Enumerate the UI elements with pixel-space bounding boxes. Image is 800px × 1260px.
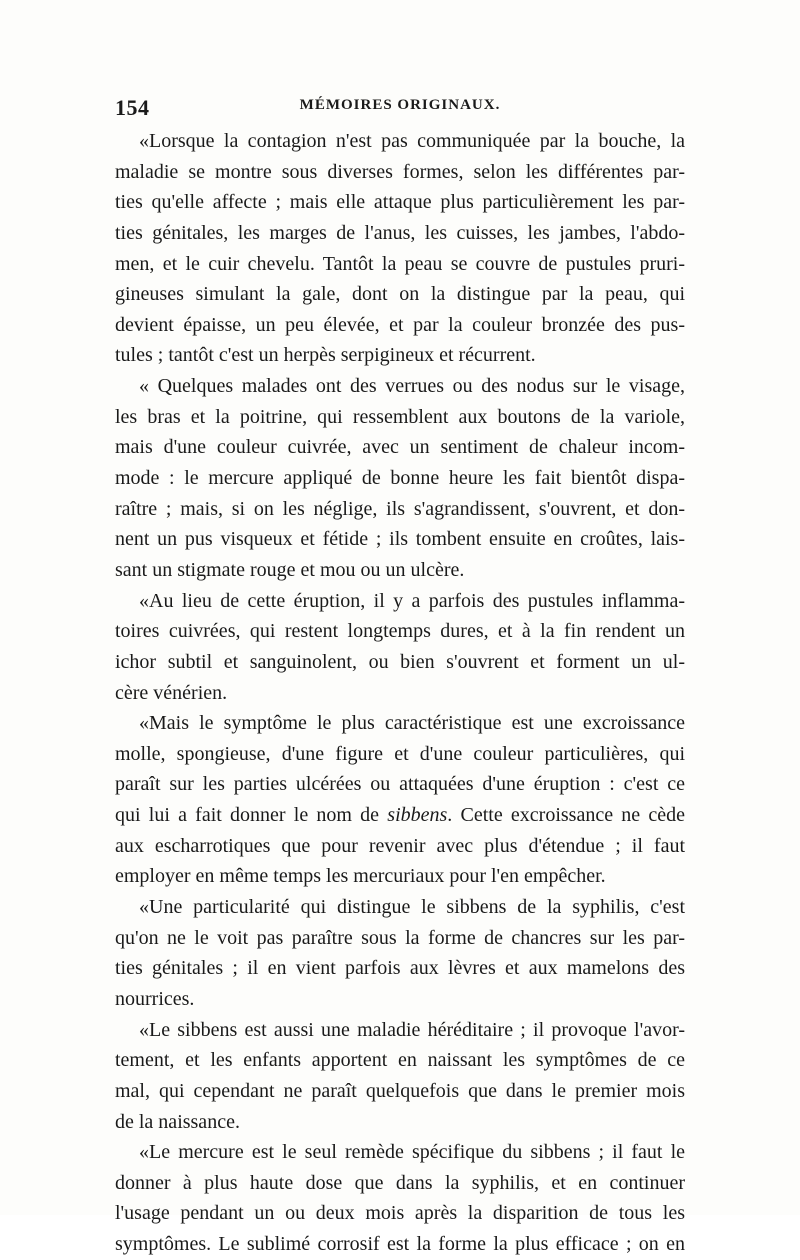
text-line-with-italic xyxy=(115,800,685,831)
text-line: «Lorsque la contagion n'est pas communiquée par la bouche, la xyxy=(139,130,685,152)
text-line: employer en même temps les mercuriaux pour l'en empêcher. xyxy=(115,865,606,888)
text-line: cère vénérien. xyxy=(115,681,228,704)
text-line: nent un pus visqueux et fétide ; ils tombent ensuite en croûtes, lais- xyxy=(115,528,685,551)
text-line: «Mais le symptôme le plus caractéristique est une excroissance xyxy=(139,712,685,735)
text-line: devient épaisse, un peu élevée, et par la couleur bronzée des pus- xyxy=(115,313,685,336)
text-line: donner à plus haute dose que dans la syphilis, et en continuer xyxy=(115,1171,685,1194)
text-line: symptômes. Le sublimé corrosif est la forme la plus efficace ; on en xyxy=(115,1233,685,1256)
text-line: gineuses simulant la gale, dont on la distingue par la peau, qui xyxy=(115,283,685,306)
page-header xyxy=(115,95,685,125)
text-line: les bras et la poitrine, qui ressemblent aux boutons de la variole, xyxy=(115,405,685,428)
page-number: 154 xyxy=(115,95,150,120)
text-line: aux escharrotiques que pour revenir avec plus d'étendue ; il faut xyxy=(115,834,685,857)
running-title: MÉMOIRES ORIGINAUX. xyxy=(299,97,501,113)
text-line: qu'on ne le voit pas paraître sous la forme de chancres sur les par- xyxy=(115,926,685,949)
text-line: raître ; mais, si on les néglige, ils s'agrandissent, s'ouvrent, et don- xyxy=(115,497,685,520)
text-line: paraît sur les parties ulcérées ou attaquées d'une éruption : c'est ce xyxy=(115,773,685,796)
text-line: tules ; tantôt c'est un herpès serpigineux et récurrent. xyxy=(115,344,536,367)
text-line: molle, spongieuse, d'une figure et d'une couleur particulières, qui xyxy=(115,742,685,765)
text-line: tement, et les enfants apportent en naissant les symptômes de ce xyxy=(115,1049,685,1072)
body-text xyxy=(115,126,685,1260)
text-line: ties qu'elle affecte ; mais elle attaque plus particulièrement les par- xyxy=(115,191,685,214)
text-line: toires cuivrées, qui restent longtemps dures, et à la fin rendent un xyxy=(115,620,685,643)
text-segment: qui lui a fait donner le nom de xyxy=(115,804,388,827)
text-line: ties génitales ; il en vient parfois aux lèvres et aux mamelons des xyxy=(115,957,685,980)
text-line: «Au lieu de cette éruption, il y a parfois des pustules inflamma- xyxy=(139,589,685,612)
text-line: «Une particularité qui distingue le sibbens de la syphilis, c'est xyxy=(139,896,685,919)
text-line: men, et le cuir chevelu. Tantôt la peau se couvre de pustules pruri- xyxy=(115,252,685,275)
text-line: mal, qui cependant ne paraît quelquefois que dans le premier mois xyxy=(115,1079,685,1102)
text-line: maladie se montre sous diverses formes, selon les différentes par- xyxy=(115,160,685,183)
text-line: sant un stigmate rouge et mou ou un ulcère. xyxy=(115,558,465,581)
text-line: « Quelques malades ont des verrues ou des nodus sur le visage, xyxy=(139,375,685,398)
text-line: ichor subtil et sanguinolent, ou bien s'ouvrent et forment un ul- xyxy=(115,650,685,673)
text-line: mode : le mercure appliqué de bonne heure les fait bientôt dispa- xyxy=(115,467,685,490)
text-line: l'usage pendant un ou deux mois après la disparition de tous les xyxy=(115,1202,685,1225)
text-line: «Le sibbens est aussi une maladie héréditaire ; il provoque l'avor- xyxy=(139,1018,685,1041)
text-segment: . Cette excroissance ne cède xyxy=(447,804,685,827)
text-line: de la naissance. xyxy=(115,1110,240,1133)
text-line: nourrices. xyxy=(115,987,195,1010)
text-line: «Le mercure est le seul remède spécifique du sibbens ; il faut le xyxy=(139,1141,685,1164)
text-line: mais d'une couleur cuivrée, avec un sentiment de chaleur incom- xyxy=(115,436,685,459)
text-line: ties génitales, les marges de l'anus, les cuisses, les jambes, l'abdo- xyxy=(115,221,685,244)
italic-term: sibbens xyxy=(387,804,448,827)
